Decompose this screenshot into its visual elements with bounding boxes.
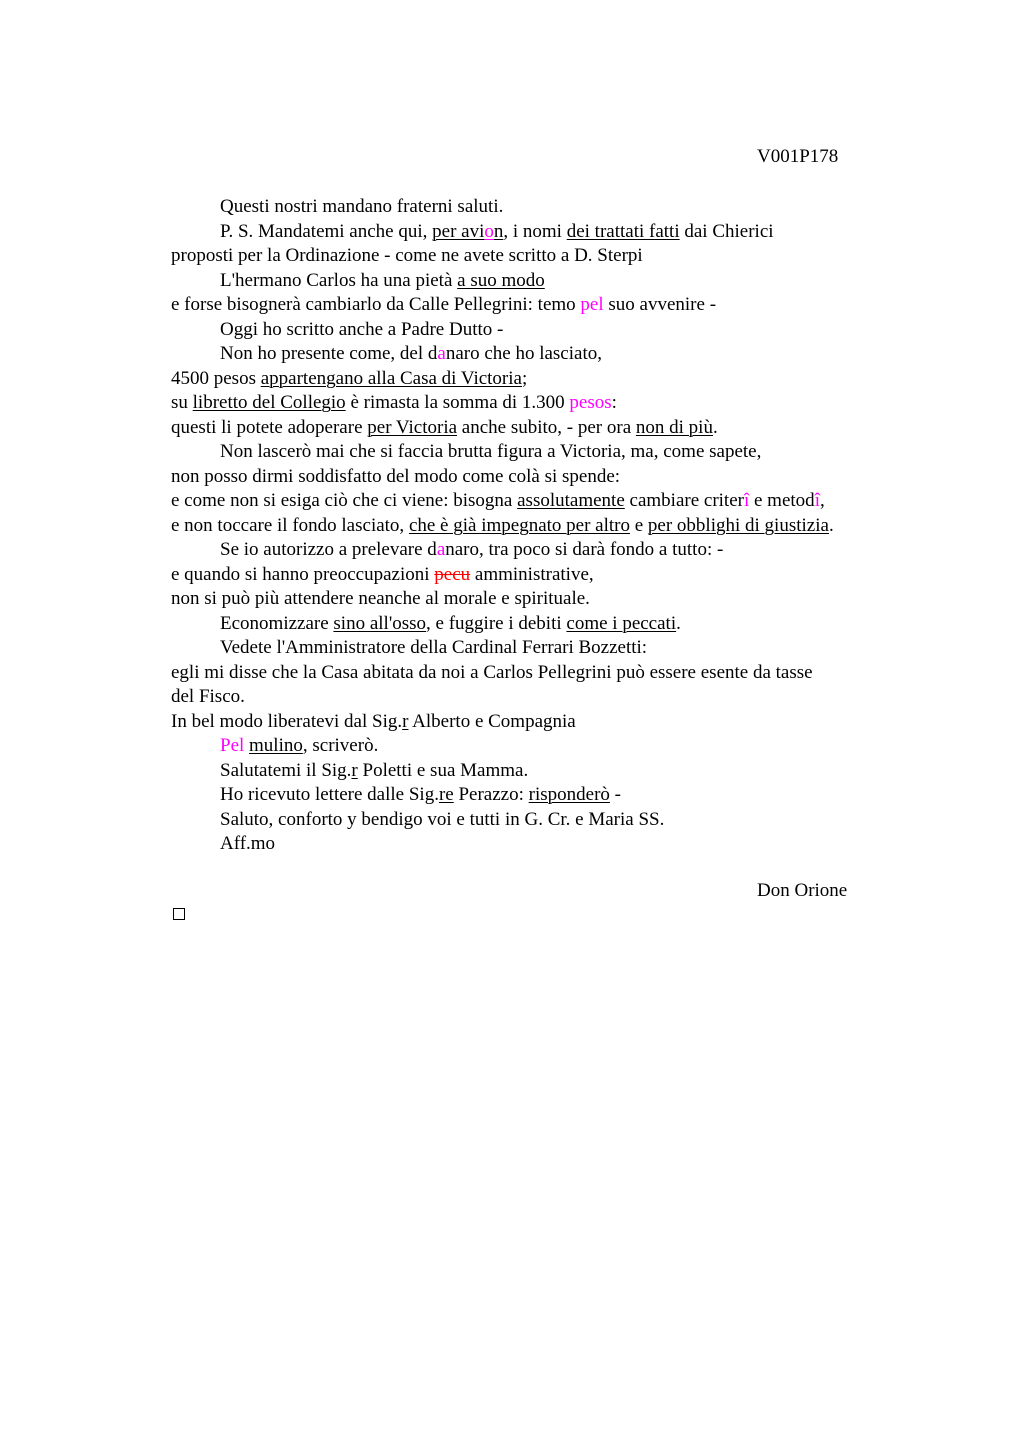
text-segment: e metod — [749, 490, 815, 511]
signature: Don Orione — [757, 880, 848, 901]
text-segment: r — [351, 759, 358, 781]
text-line — [171, 318, 931, 343]
text-line — [171, 342, 931, 367]
page-id: V001P178 — [757, 146, 839, 167]
text-segment: . — [676, 612, 681, 634]
text-line — [171, 465, 931, 490]
text-line — [171, 783, 931, 808]
text-segment: amministrative, — [470, 563, 594, 585]
text-line — [171, 367, 931, 392]
text-segment: appartengano alla Casa di Victoria — [260, 367, 522, 389]
text-segment: per avi — [432, 220, 485, 242]
text-line — [171, 661, 931, 686]
text-line — [171, 293, 931, 318]
text-line — [171, 391, 931, 416]
text-segment: pecu — [434, 563, 471, 585]
text-segment: ; — [521, 367, 528, 389]
text-segment: - — [609, 784, 621, 805]
text-line — [171, 538, 931, 563]
text-line — [171, 612, 931, 637]
text-segment: suo avvenire - — [603, 294, 717, 315]
text-segment: del Fisco. — [171, 686, 245, 707]
text-segment: su — [171, 392, 193, 413]
text-line — [171, 220, 931, 245]
checkbox-square-icon — [173, 908, 185, 920]
text-segment: n — [493, 220, 504, 242]
text-line — [171, 636, 931, 661]
text-segment: a — [437, 343, 446, 364]
text-segment: Poletti e sua Mamma. — [357, 759, 529, 781]
text-segment: dei trattati fatti — [566, 220, 680, 242]
text-segment: o — [484, 220, 494, 242]
text-line — [171, 489, 931, 514]
text-line — [171, 808, 931, 833]
text-segment: dai Chierici — [679, 220, 774, 242]
text-segment: î — [743, 490, 750, 511]
text-segment: è rimasta la somma di 1.300 — [345, 392, 570, 413]
text-line — [171, 685, 931, 710]
text-segment: naro, tra poco si darà fondo a tutto: - — [445, 539, 724, 560]
text-line — [171, 734, 931, 759]
text-segment: proposti per la Ordinazione - come ne avete scritto a D. Sterpi — [171, 245, 643, 266]
text-segment: P. S. Mandatemi anche qui, — [220, 220, 433, 242]
text-segment: re — [438, 784, 454, 805]
text-segment: e non toccare il fondo lasciato, — [171, 514, 409, 536]
text-segment: pesos — [569, 392, 612, 413]
text-line — [171, 759, 931, 784]
text-segment: non posso dirmi soddisfatto del modo come colà si spende: — [171, 465, 621, 487]
text-segment: mulino — [249, 735, 303, 756]
text-segment: Non ho presente come, del d — [220, 343, 438, 364]
text-segment: Alberto e Compagnia — [408, 710, 576, 732]
text-segment: L'hermano Carlos ha una pietà — [220, 269, 458, 291]
text-line — [171, 514, 931, 539]
text-segment: assolutamente — [517, 490, 625, 511]
text-line — [171, 269, 931, 294]
text-segment: In bel modo liberatevi dal Sig. — [171, 710, 403, 732]
text-segment: Salutatemi il Sig. — [220, 759, 352, 781]
text-segment: r — [402, 710, 409, 732]
text-segment: î — [814, 490, 820, 511]
text-segment: Perazzo: — [453, 784, 529, 805]
text-segment: egli mi disse che la Casa abitata da noi a Carlos Pellegrini può essere esente da tasse — [171, 661, 813, 683]
text-line — [171, 832, 931, 857]
text-segment: non di più — [635, 416, 713, 438]
text-segment: . — [828, 514, 834, 536]
text-line — [171, 587, 931, 612]
text-line — [171, 416, 931, 441]
text-segment: e — [629, 514, 648, 536]
text-segment: Economizzare — [220, 612, 334, 634]
text-segment: che è già impegnato per altro — [408, 514, 630, 536]
text-segment: naro che ho lasciato, — [445, 343, 602, 364]
text-segment: Non lascerò mai che si faccia brutta figura a Victoria, ma, come sapete, — [220, 441, 762, 462]
text-segment: sino all'osso — [333, 612, 427, 634]
text-segment: e forse bisognerà cambiarlo da Calle Pellegrini: temo — [171, 294, 581, 315]
letter-body — [171, 195, 931, 857]
text-segment: libretto del Collegio — [192, 392, 346, 413]
text-segment: per obblighi di giustizia — [647, 514, 829, 536]
text-segment: questi li potete adoperare — [171, 416, 368, 438]
text-segment: Vedete l'Amministratore della Cardinal Ferrari Bozzetti: — [220, 637, 648, 658]
text-segment: Se io autorizzo a prelevare d — [220, 539, 437, 560]
text-segment: e come non si esiga ciò che ci viene: bisogna — [171, 490, 518, 511]
text-segment: cambiare criter — [624, 490, 744, 511]
text-segment: Saluto, conforto y bendigo voi e tutti in G. Cr. e Maria SS. — [220, 808, 665, 830]
text-line — [171, 440, 931, 465]
text-segment: , i nomi — [503, 220, 567, 242]
text-segment: per Victoria — [367, 416, 458, 438]
text-segment: risponderò — [528, 784, 610, 805]
text-line — [171, 563, 931, 588]
text-segment: a — [436, 539, 446, 560]
text-segment: . — [712, 416, 718, 438]
text-line — [171, 195, 931, 220]
text-segment: , — [819, 490, 825, 511]
text-segment: : — [611, 392, 617, 413]
text-segment: Questi nostri mandano fraterni saluti. — [220, 196, 504, 217]
text-segment: e quando si hanno preoccupazioni — [171, 563, 435, 585]
text-line — [171, 710, 931, 735]
text-segment: Oggi ho scritto anche a Padre Dutto - — [220, 318, 504, 340]
text-segment: , scriverò. — [302, 735, 379, 756]
text-segment: , e fuggire i debiti — [426, 612, 567, 634]
text-segment: Aff.mo — [220, 833, 276, 854]
text-segment: come i peccati — [566, 612, 677, 634]
text-segment: Ho ricevuto lettere dalle Sig. — [220, 784, 439, 805]
text-segment: Pel — [220, 735, 245, 756]
text-line — [171, 244, 931, 269]
text-segment: non si può più attendere neanche al morale e spirituale. — [171, 588, 590, 609]
text-segment: a suo modo — [457, 269, 545, 291]
text-segment: anche subito, - per ora — [457, 416, 636, 438]
text-segment: pel — [580, 294, 604, 315]
text-segment: 4500 pesos — [171, 367, 261, 389]
